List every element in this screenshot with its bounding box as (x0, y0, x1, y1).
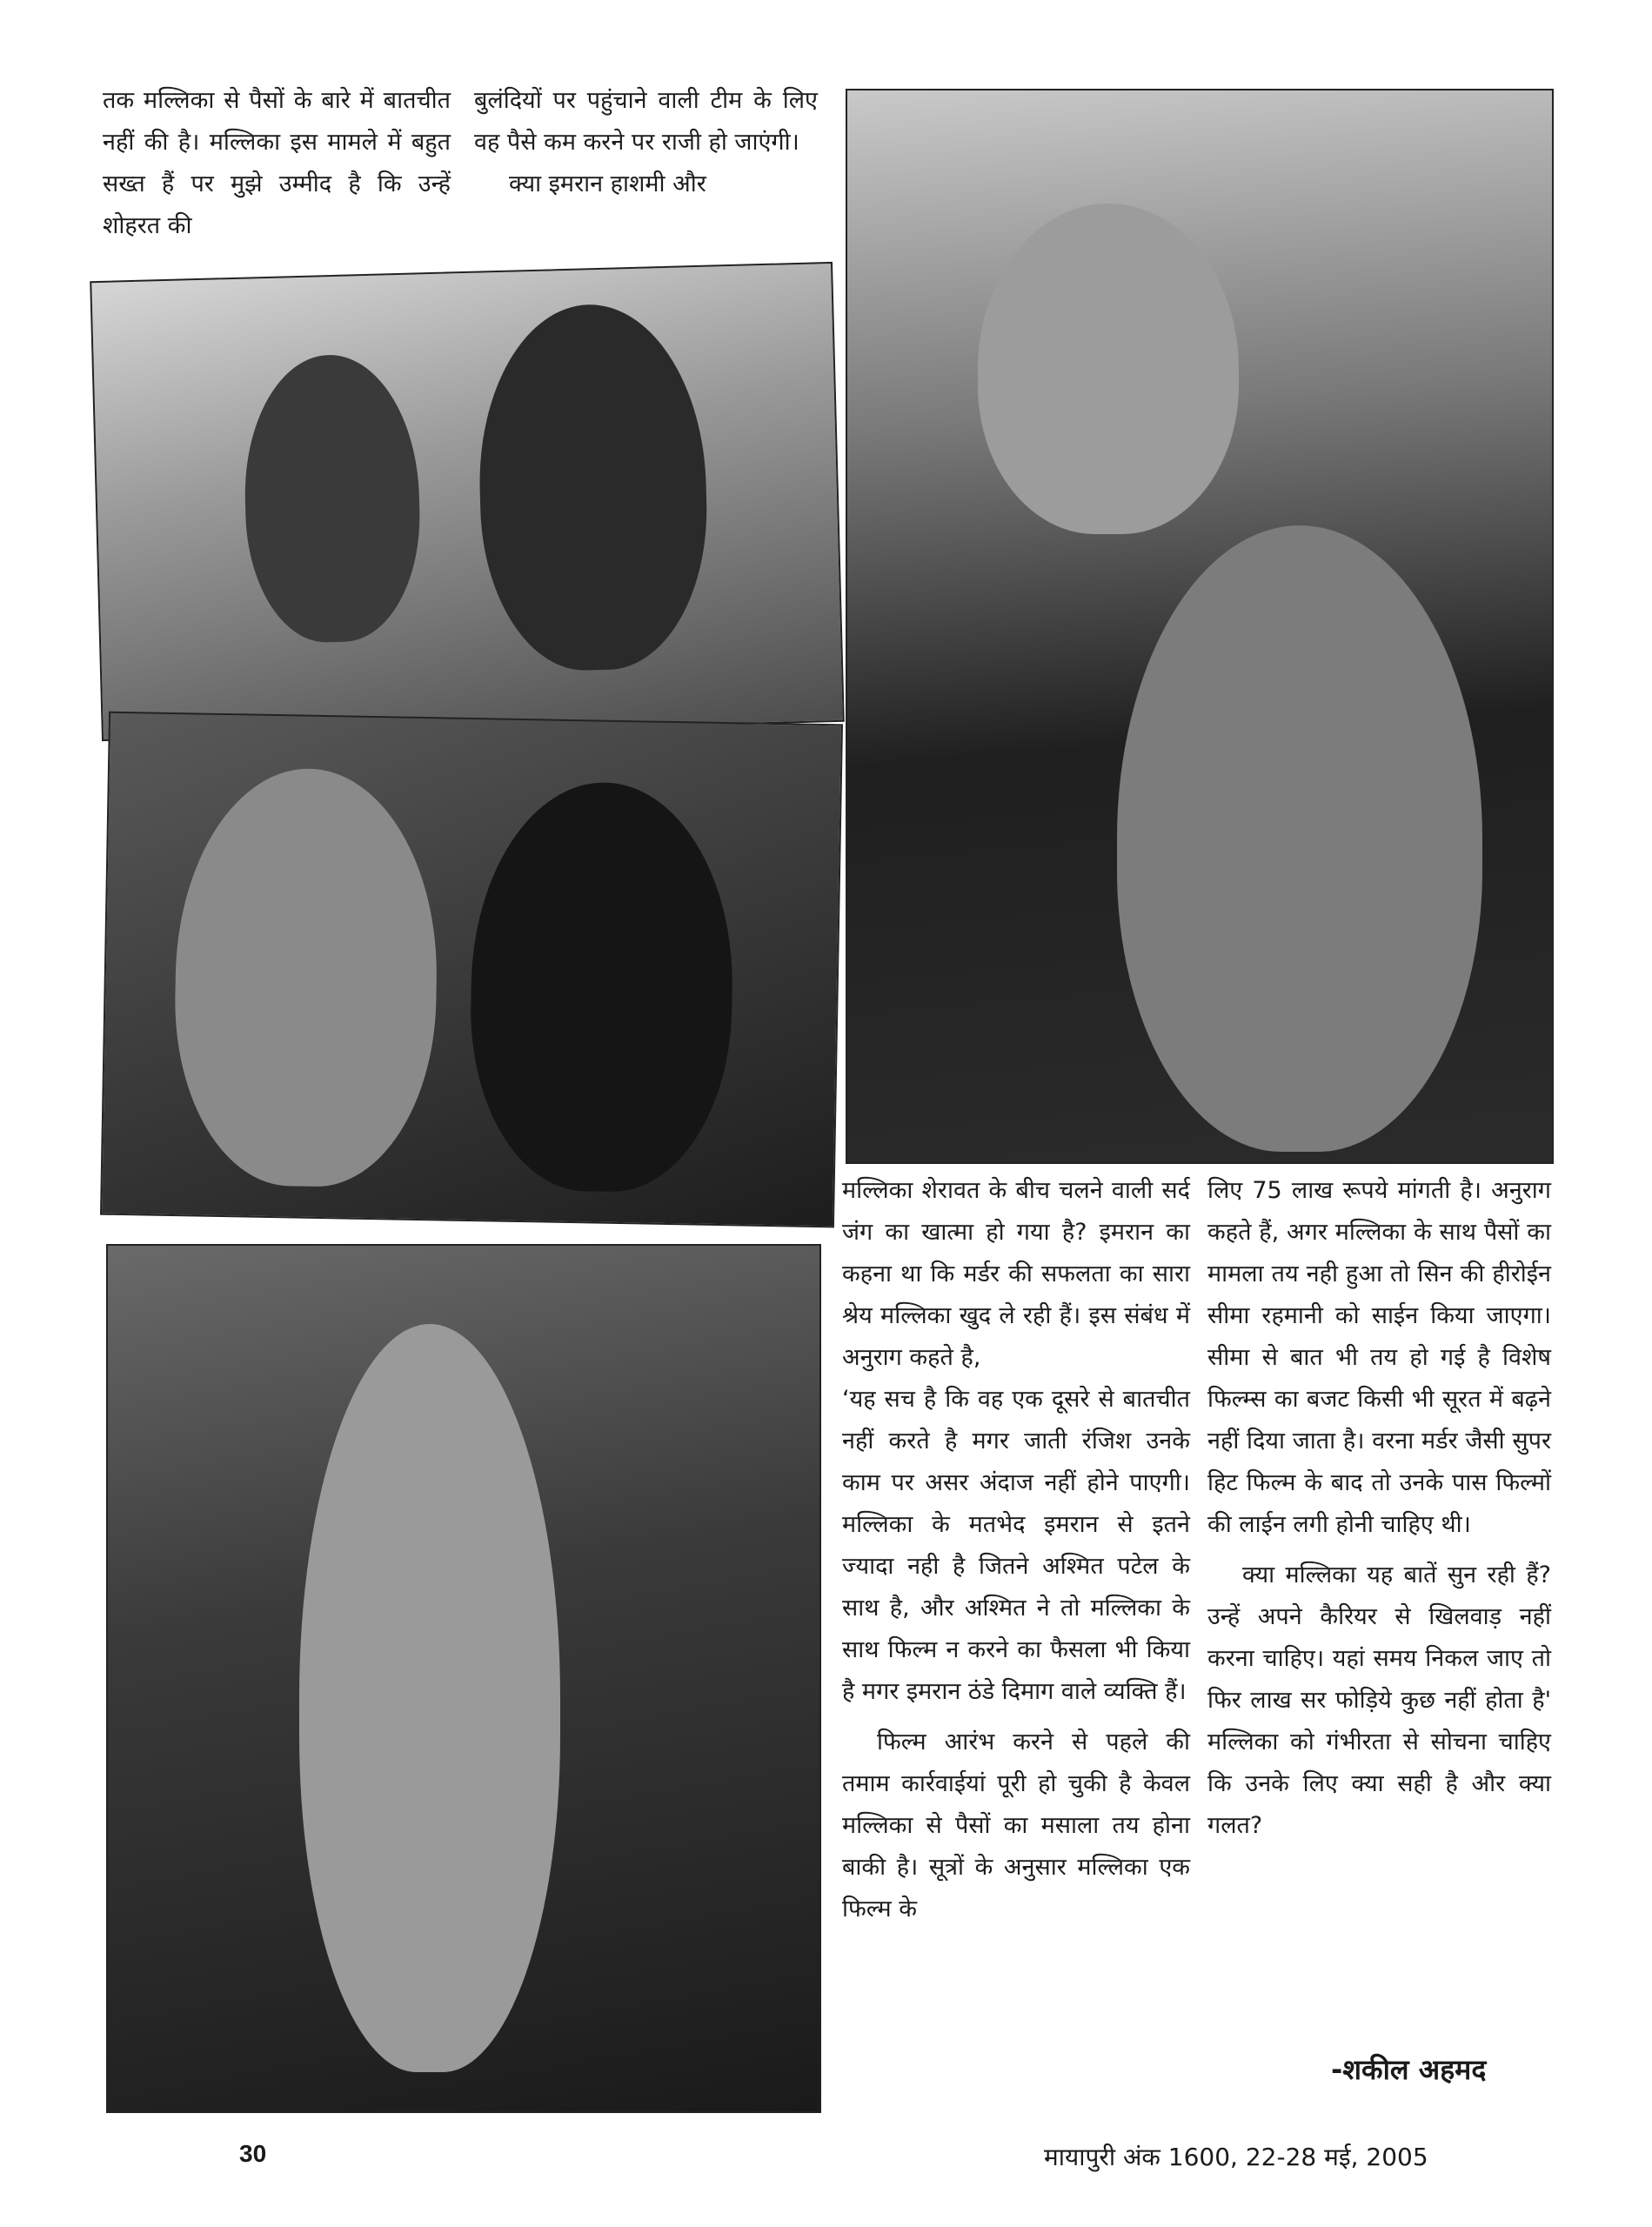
article-column-top-left (103, 80, 451, 247)
paragraph: क्या मल्लिका यह बातें सुन रही हैं? उन्हें अपने कैरियर से खिलवाड़ नहीं करना चाहिए। यहां समय निकल जाए तो फिर लाख सर फोड़िये कुछ नहीं होता है' मल्लिका को गंभीरता से सोचना चाहिए कि उनके लिए क्या सही है और क्या गलत? (1207, 1562, 1551, 1839)
photo-mallika-jackie-party (100, 712, 843, 1228)
paragraph: ‘यह सच है कि वह एक दूसरे से बातचीत नहीं करते है मगर जाती रंजिश उनके काम पर असर अंदाज नहीं होने पाएगी। मल्लिका के मतभेद इमरान से इतने ज्यादा नही है जितने अश्मित पटेल के साथ है, और अश्मित ने तो मल्लिका के साथ फिल्म न करने का फैसला भी किया है मगर इमरान ठंडे दिमाग वाले व्यक्ति हैं। (842, 1386, 1190, 1705)
paragraph: बुलंदियों पर पहुंचाने वाली टीम के लिए वह पैसे कम करने पर राजी हो जाएंगी। (474, 87, 818, 156)
photo-dharmendra-mallika (846, 89, 1554, 1164)
paragraph: क्या इमरान हाशमी और (509, 171, 706, 197)
article-column-bottom-left (842, 1170, 1190, 1930)
paragraph: मल्लिका शेरावत के बीच चलने वाली सर्द जंग का खात्मा हो गया है? इमरान का कहना था कि मर्डर की सफलता का सारा श्रेय मल्लिका खुद ले रही हैं। इस संबंध में अनुराग कहते है, (842, 1177, 1190, 1371)
author-byline: -शकील अहमद (1331, 2053, 1487, 2086)
paragraph: लिए 75 लाख रूपये मांगती है। अनुराग कहते हैं, अगर मल्लिका के साथ पैसों का मामला तय नही हुआ तो सिन की हीरोईन सीमा रहमानी को साईन किया जाएगा। सीमा से बात भी तय हो गई है विशेष फिल्म्स का बजट किसी भी सूरत में बढ़ने नहीं दिया जाता है। वरना मर्डर जैसी सुपर हिट फिल्म के बाद तो उनके पास फिल्मों की लाईन लगी होनी चाहिए थी। (1207, 1177, 1551, 1538)
article-column-top-right (474, 80, 818, 205)
article-column-bottom-right (1207, 1170, 1551, 1847)
publication-info: मायापुरी अंक 1600, 22-28 मई, 2005 (1044, 2143, 1428, 2171)
page-number: 30 (239, 2140, 267, 2167)
paragraph: तक मल्लिका से पैसों के बारे में बातचीत नहीं की है। मल्लिका इस मामले में बहुत सख्त हैं पर मुझे उम्मीद है कि उन्हें शोहरत की (103, 87, 451, 239)
photo-mallika-jackie-veil (90, 262, 845, 741)
photo-mallika-poster (106, 1244, 821, 2113)
paragraph: फिल्म आरंभ करने से पहले की तमाम कार्रवाईयां पूरी हो चुकी है केवल मल्लिका से पैसों का मसाला तय होना बाकी है। सूत्रों के अनुसार मल्लिका एक फिल्म के (842, 1729, 1190, 1923)
